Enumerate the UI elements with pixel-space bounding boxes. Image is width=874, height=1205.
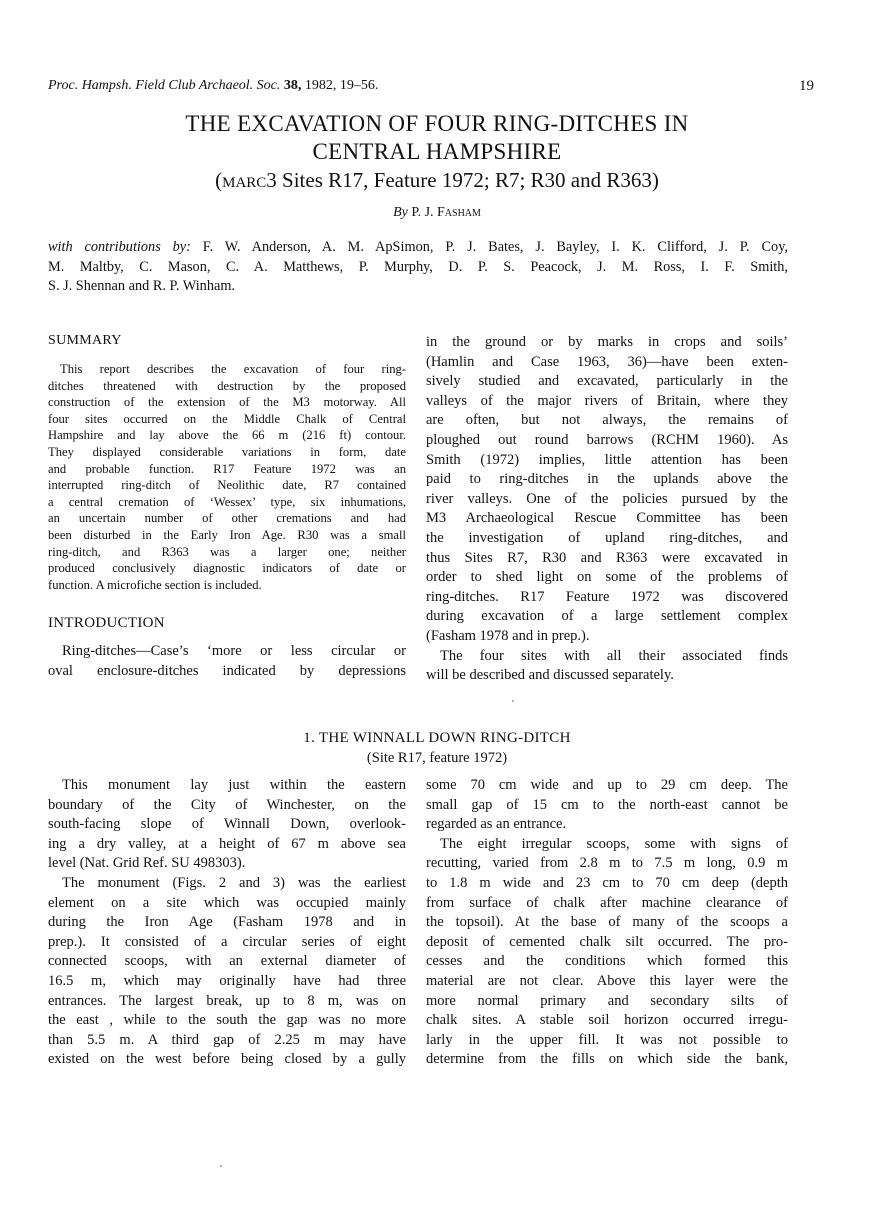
paragraph-line: valleys of the major rivers of Britain, where they bbox=[426, 392, 788, 409]
right-column-top bbox=[426, 333, 788, 686]
paragraph-line: order to shed light on some of the problems of bbox=[426, 569, 788, 586]
paragraph-line: The eight irregular scoops, some with signs of bbox=[440, 835, 788, 852]
journal-volume: 38, bbox=[283, 78, 302, 93]
paragraph-line: during the Iron Age (Fasham 1978 and in bbox=[48, 914, 406, 931]
paragraph-line: oval enclosure-ditches indicated by depressions bbox=[48, 662, 406, 679]
summary-line: four sites occurred on the Middle Chalk of Central bbox=[48, 411, 406, 426]
summary-line: Hampshire and lay above the 66 m (216 ft) contour. bbox=[48, 428, 406, 443]
contributors-line-3: S. J. Shennan and R. P. Winham. bbox=[48, 278, 236, 294]
paragraph-line: south-facing slope of Winnall Down, overlook- bbox=[48, 816, 406, 833]
introduction-right-text bbox=[426, 333, 788, 686]
section-1-title: 1. THE WINNALL DOWN RING-DITCH bbox=[303, 730, 571, 746]
paragraph-line: small gap of 15 cm to the north-east cannot be bbox=[426, 796, 788, 813]
paragraph-line: ing a dry valley, at a height of 67 m above sea bbox=[48, 835, 406, 852]
paragraph-line: determine from the fills on which side the bank, bbox=[426, 1051, 788, 1068]
paragraph-line: M3 Archaeological Rescue Committee has been bbox=[426, 510, 788, 527]
paragraph-line: prep.). It consisted of a circular series of eight bbox=[48, 933, 406, 950]
contributors-line-2: M. Maltby, C. Mason, C. A. Matthews, P. Murphy, D. P. S. Peacock, J. M. Ross, I. F. Smith, bbox=[48, 258, 788, 275]
paragraph-line: from surface of chalk after machine clearance of bbox=[426, 894, 788, 911]
summary-line: They displayed considerable variations in form, date bbox=[48, 444, 406, 459]
summary-line: function. A microfiche section is included. bbox=[48, 577, 262, 592]
author-name: P. J. Fasham bbox=[411, 205, 481, 220]
introduction-left-text bbox=[48, 642, 406, 681]
scan-speck bbox=[512, 700, 514, 702]
title-paren: ( bbox=[215, 168, 223, 192]
summary-line: ditches threatened with destruction by the proposed bbox=[48, 378, 406, 393]
paragraph-line: chalk sites. A stable soil horizon occurred irregu- bbox=[426, 1012, 788, 1029]
paragraph-line: Ring-ditches—Case’s ‘more or less circular or bbox=[62, 643, 406, 660]
page-number: 19 bbox=[799, 78, 814, 94]
paragraph-line: some 70 cm wide and up to 29 cm deep. The bbox=[426, 777, 788, 793]
paragraph-line: to 1.8 m wide and 23 cm to 70 cm deep (depth bbox=[426, 874, 788, 891]
summary-line: an uncertain number of other cremations and had bbox=[48, 511, 406, 526]
section-1-subtitle: (Site R17, feature 1972) bbox=[366, 750, 508, 766]
contributors-lead: with contributions by: bbox=[48, 239, 191, 255]
paragraph-line: than 5.5 m. A third gap of 2.25 m may have bbox=[48, 1031, 406, 1048]
summary-line: construction of the extension of the M3 motorway. All bbox=[48, 395, 406, 410]
journal-citation bbox=[48, 78, 378, 94]
paragraph-line: the topsoil). At the base of many of the scoops a bbox=[426, 914, 788, 931]
scan-speck bbox=[220, 1165, 222, 1167]
paragraph-line: are often, but not always, the remains of bbox=[426, 412, 788, 429]
summary-heading: SUMMARY bbox=[48, 333, 122, 348]
paragraph-line: This monument lay just within the eastern bbox=[62, 777, 406, 793]
paragraph-line: cesses and the conditions which formed this bbox=[426, 953, 788, 970]
summary-line: interrupted ring-ditch of Neolithic date, R7 contained bbox=[48, 478, 406, 493]
summary-line: This report describes the excavation of four ring- bbox=[60, 362, 406, 376]
paragraph-line: element on a site which was occupied mainly bbox=[48, 894, 406, 911]
contributors-names-1: F. W. Anderson, A. M. ApSimon, P. J. Bates, J. Bayley, I. K. Clifford, J. P. Coy, bbox=[202, 239, 788, 255]
paragraph-line: paid to ring-ditches in the uplands above the bbox=[426, 471, 788, 488]
article-title bbox=[0, 110, 874, 194]
section-1-right-text bbox=[426, 776, 788, 1070]
title-line-2: CENTRAL HAMPSHIRE bbox=[312, 139, 562, 164]
title-line-1: THE EXCAVATION OF FOUR RING-DITCHES IN bbox=[185, 111, 689, 136]
summary-line: and probable function. R17 Feature 1972 was an bbox=[48, 461, 406, 476]
summary-line: been disturbed in the Early Iron Age. R30 was a small bbox=[48, 527, 406, 542]
running-header bbox=[48, 78, 814, 98]
paragraph-line: level (Nat. Grid Ref. SU 498303). bbox=[48, 855, 246, 872]
summary-line: a central cremation of ‘Wessex’ type, six inhumations, bbox=[48, 494, 406, 509]
journal-name: Proc. Hampsh. Field Club Archaeol. Soc. bbox=[48, 78, 281, 93]
summary-line: produced conclusively diagnostic indicators of date or bbox=[48, 561, 406, 576]
summary-text bbox=[48, 361, 406, 593]
byline-by: By bbox=[393, 205, 408, 220]
title-marc: marc bbox=[222, 168, 267, 192]
contributors bbox=[48, 238, 788, 297]
paragraph-line: in the ground or by marks in crops and soils’ bbox=[426, 334, 788, 350]
paragraph-line: ring-ditches. R17 Feature 1972 was discovered bbox=[426, 588, 788, 605]
paragraph-line: (Fasham 1978 and in prep.). bbox=[426, 627, 590, 644]
paragraph-line: river valleys. One of the policies pursued by the bbox=[426, 490, 788, 507]
paragraph-line: The monument (Figs. 2 and 3) was the earliest bbox=[62, 874, 406, 891]
paragraph-line: regarded as an entrance. bbox=[426, 816, 567, 833]
summary-line: ring-ditch, and R363 was a larger one; neither bbox=[48, 544, 406, 559]
paragraph-line: will be described and discussed separately. bbox=[426, 667, 674, 684]
paragraph-line: thus Sites R7, R30 and R363 were excavated in bbox=[426, 549, 788, 566]
title-line-3 bbox=[0, 166, 874, 194]
paragraph-line: deposit of cemented chalk silt occurred. The pro- bbox=[426, 933, 788, 950]
paragraph-line: ploughed out round barrows (RCHM 1960). As bbox=[426, 431, 788, 448]
paragraph-line: the investigation of upland ring-ditches, and bbox=[426, 529, 788, 546]
paragraph-line: the east , while to the south the gap was no more bbox=[48, 1012, 406, 1029]
section-1-heading bbox=[0, 728, 874, 768]
right-column-bottom bbox=[426, 776, 788, 1070]
byline bbox=[0, 205, 874, 221]
paragraph-line: existed on the west before being closed by a gully bbox=[48, 1051, 406, 1068]
paragraph-line: boundary of the City of Winchester, on the bbox=[48, 796, 406, 813]
introduction-heading: INTRODUCTION bbox=[48, 615, 165, 632]
journal-year-pages: 1982, 19–56. bbox=[304, 78, 379, 93]
paragraph-line: material are not clear. Above this layer were the bbox=[426, 972, 788, 989]
title-sites: 3 Sites R17, Feature 1972; R7; R30 and R363) bbox=[266, 168, 659, 192]
paragraph-line: sively studied and excavated, particularly in the bbox=[426, 373, 788, 390]
section-1-left-text bbox=[48, 776, 406, 1070]
paragraph-line: Smith (1972) implies, little attention has been bbox=[426, 451, 788, 468]
paragraph-line: 16.5 m, which may originally have had three bbox=[48, 972, 406, 989]
paragraph-line: entrances. The largest break, up to 8 m, was on bbox=[48, 992, 406, 1009]
paragraph-line: larly in the upper fill. It was not possible to bbox=[426, 1031, 788, 1048]
paragraph-line: connected scoops, with an external diameter of bbox=[48, 953, 406, 970]
paragraph-line: The four sites with all their associated finds bbox=[440, 647, 788, 664]
paragraph-line: (Hamlin and Case 1963, 36)—have been exten- bbox=[426, 353, 788, 370]
paragraph-line: during excavation of a large settlement complex bbox=[426, 608, 788, 625]
left-column-bottom bbox=[48, 776, 406, 1070]
paragraph-line: recutting, varied from 2.8 m to 7.5 m long, 0.9 m bbox=[426, 855, 788, 872]
paragraph-line: more normal primary and secondary silts of bbox=[426, 992, 788, 1009]
left-column-top bbox=[48, 333, 406, 682]
contributors-line-1 bbox=[48, 238, 788, 258]
